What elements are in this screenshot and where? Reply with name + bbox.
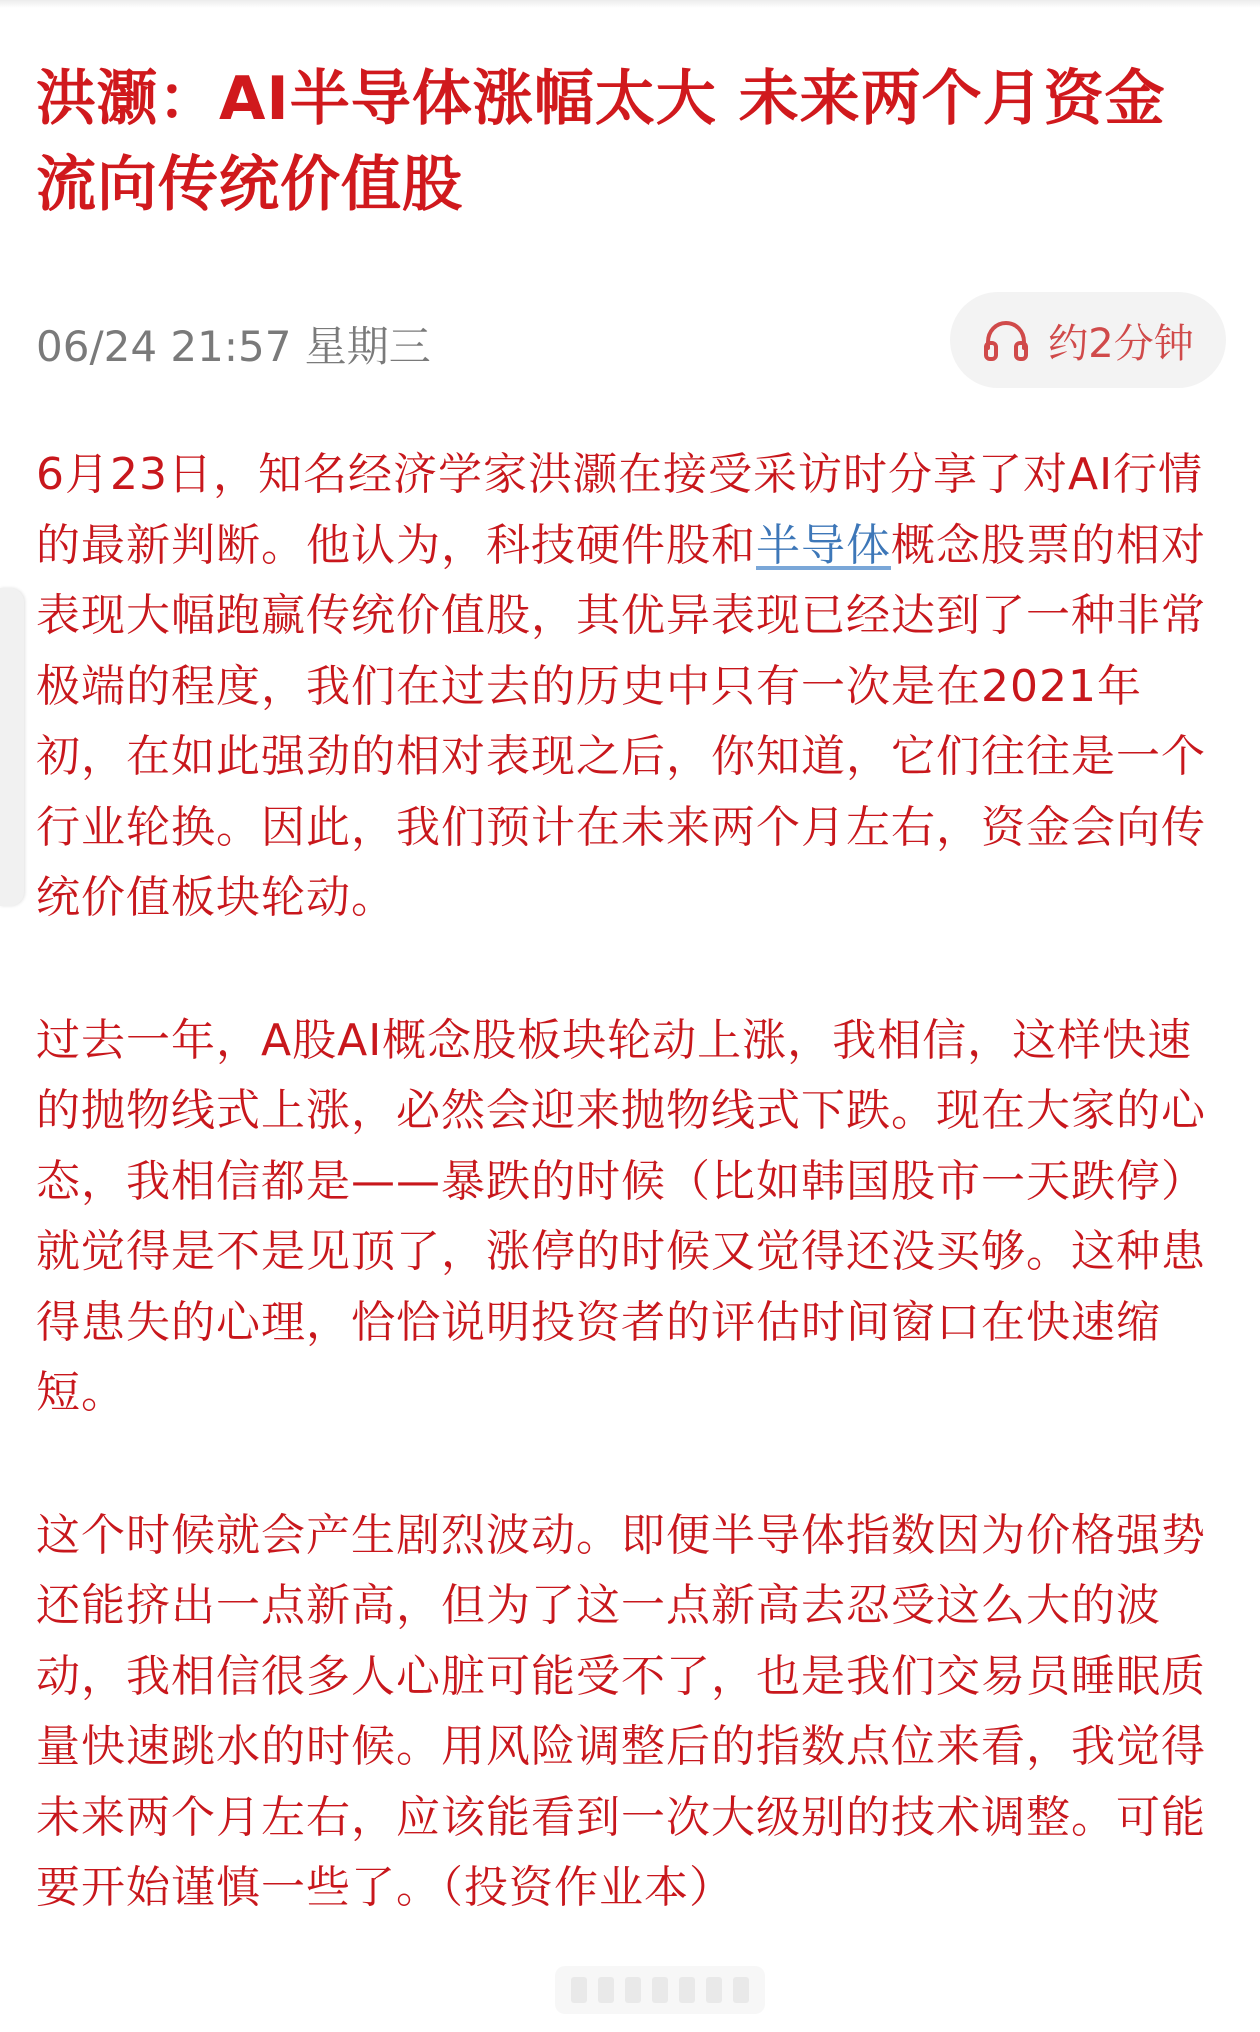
article-paragraph-1 xyxy=(36,440,1226,934)
listen-audio-button[interactable] xyxy=(950,292,1226,388)
semiconductor-topic-link[interactable]: 半导体 xyxy=(756,519,891,571)
article-body xyxy=(36,440,1226,1996)
publish-date: 06/24 21:57 星期三 xyxy=(36,322,431,371)
article-paragraph-2: 过去一年，A股AI概念股板块轮动上涨，我相信，这样快速的抛物线式上涨，必然会迎来抛物线式下跌。现在大家的心态，我相信都是——暴跌的时候（比如韩国股市一天跌停）就觉得是不是见顶了，涨停的时候又觉得还没买够。这种患得患失的心理，恰恰说明投资者的评估时间窗口在快速缩短。 xyxy=(36,1014,1206,1418)
article-title: 洪灏：AI半导体涨幅太大 未来两个月资金流向传统价值股 xyxy=(36,64,1166,220)
listen-duration-label: 约2分钟 xyxy=(1048,320,1194,367)
top-divider xyxy=(0,0,1260,8)
side-pull-handle[interactable] xyxy=(0,588,24,906)
article-paragraph-3: 这个时候就会产生剧烈波动。即便半导体指数因为价格强势还能挤出一点新高，但为了这一点新高去忍受这么大的波动，我相信很多人心脏可能受不了，也是我们交易员睡眠质量快速跳水的时候。用风险调整后的指数点位来看，我觉得未来两个月左右，应该能看到一次大级别的技术调整。可能要开始谨慎一些了。（投资作业本） xyxy=(36,1509,1206,1913)
watermark-image xyxy=(555,1966,765,2014)
paragraph-1-text-end: 概念股票的相对表现大幅跑赢传统价值股，其优异表现已经达到了一种非常极端的程度，我们在过去的历史中只有一次是在2021年初，在如此强劲的相对表现之后，你知道，它们往往是一个行业轮换。因此，我们预计在未来两个月左右，资金会向传统价值板块轮动。 xyxy=(36,519,1206,923)
article-meta xyxy=(36,292,1226,392)
paragraph-1-text-start: 6月23日，知名经济学家洪灏在接受采访时分享了对AI行情的最新判断。他认为，科技硬件股和 xyxy=(36,449,1204,571)
headphones-icon xyxy=(982,318,1030,362)
